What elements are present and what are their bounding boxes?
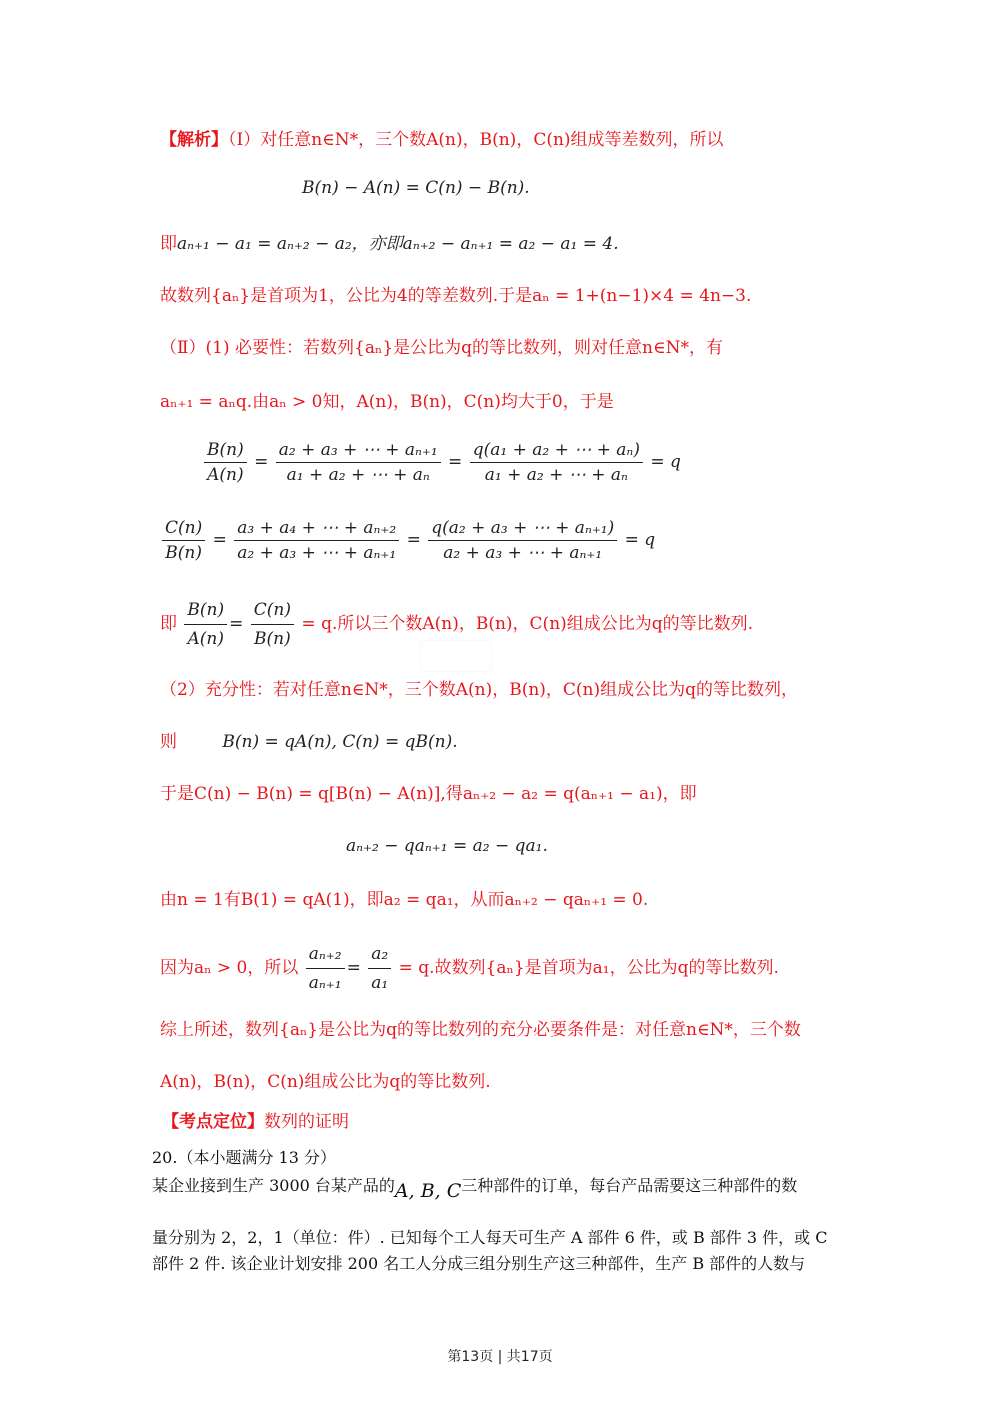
- line-15-frac-2-den: a₁: [371, 973, 389, 993]
- frac1-result: = q: [650, 452, 681, 472]
- line-3-math: aₙ₊₁ − a₁ = aₙ₊₂ − a₂，亦即aₙ₊₂ − aₙ₊₁ = a₂ − a₁ = 4.: [177, 234, 619, 254]
- line-4: 故数列{aₙ}是首项为1，公比为4的等差数列.于是aₙ = 1+(n−1)×4 = 4n−3.: [160, 286, 752, 306]
- frac2-lhs-num: C(n): [162, 518, 205, 541]
- frac2-right-num: q(a₂ + a₃ + ⋯ + aₙ₊₁): [428, 518, 617, 541]
- question-20-line-1-a: 某企业接到生产 3000 台某产品的: [152, 1176, 395, 1195]
- question-20-heading: 20.（本小题满分 13 分）: [152, 1148, 336, 1167]
- line-15: 因为aₙ > 0，所以 $\frac{\text{aₙ₊₂}}{\text{aₙ₊₁}}$ = $\frac{\text{a₂}}{\text{a₁}}$ = q.故数列{aₙ}是首项为a₁，公比为q的等比数列.: [160, 944, 779, 993]
- line-3-prefix: 即: [160, 234, 177, 254]
- line-15-frac-1-den: aₙ₊₁: [308, 973, 342, 993]
- equation-1: B(n) − A(n) = C(n) − B(n).: [302, 178, 530, 198]
- line-15-frac-2-num: a₂: [368, 942, 391, 969]
- frac2-mid-den: a₂ + a₃ + ⋯ + aₙ₊₁: [237, 543, 397, 563]
- fraction-equation-2: $\frac{C(n)}{B(n)}$ = $\frac{\text{a₃ + a₄ + ⋯ + aₙ₊₂}}{\text{a₂ + a₃ + ⋯ + aₙ₊₁}}$ = $\frac{\text{q(a₂ + a₃ + ⋯ + aₙ₊₁)}}{\text{a₂ + a₃ + ⋯ + aₙ₊₁}}$ = q: [160, 518, 655, 563]
- equation-13: aₙ₊₂ − qaₙ₊₁ = a₂ − qa₁.: [346, 836, 548, 856]
- frac1-right-den: a₁ + a₂ + ⋯ + aₙ: [484, 465, 628, 485]
- question-20-line-2: 量分别为 2，2，1（单位：件）. 已知每个工人每天可生产 A 部件 6 件，或 B 部件 3 件，或 C: [152, 1228, 828, 1247]
- frac1-mid-num: a₂ + a₃ + ⋯ + aₙ₊₁: [276, 440, 441, 463]
- frac1-mid: [276, 440, 441, 485]
- line-9-frac-2-num: C(n): [251, 598, 294, 625]
- line-15-frac-2: [368, 942, 391, 995]
- line-9-suffix: = q.所以三个数A(n)，B(n)，C(n)组成公比为q的等比数列.: [301, 614, 754, 634]
- line-9-frac-1: [184, 598, 227, 651]
- part1-intro: （Ⅰ）对任意n∈N*，三个数A(n)，B(n)，C(n)组成等差数列，所以: [228, 130, 724, 150]
- line-9: 即 $\frac{B(n)}{A(n)}$ = $\frac{C(n)}{B(n)}$ = q.所以三个数A(n)，B(n)，C(n)组成公比为q的等比数列.: [160, 600, 754, 649]
- question-20-line-1: [152, 1174, 797, 1203]
- line-6: aₙ₊₁ = aₙq.由aₙ > 0知，A(n)，B(n)，C(n)均大于0，于是: [160, 392, 614, 412]
- frac2-result: = q: [624, 530, 656, 550]
- line-11-math: B(n) = qA(n), C(n) = qB(n).: [222, 732, 458, 752]
- watermark-logo: [420, 640, 492, 672]
- question-20-line-1-b: 三种部件的订单，每台产品需要这三种部件的数: [461, 1176, 798, 1195]
- line-15-frac-1: [306, 942, 345, 995]
- line-11-prefix: 则: [160, 732, 177, 752]
- frac2-mid-num: a₃ + a₄ + ⋯ + aₙ₊₂: [234, 518, 399, 541]
- question-20-line-1-math: A, B, C: [394, 1180, 462, 1202]
- line-9-frac-1-den: A(n): [187, 629, 225, 649]
- frac2-lhs: [162, 518, 205, 563]
- part1-intro-line: [160, 128, 724, 152]
- line-15-frac-1-num: aₙ₊₂: [306, 942, 345, 969]
- fraction-equation-1: $\frac{B(n)}{A(n)}$ = $\frac{\text{a₂ + a₃ + ⋯ + aₙ₊₁}}{\text{a₁ + a₂ + ⋯ + aₙ}}$ = $\frac{\text{q(a₁ + a₂ + ⋯ + aₙ)}}{\text{a₁ + a₂ + ⋯ + aₙ}}$ = q: [202, 440, 681, 485]
- frac2-lhs-den: B(n): [165, 543, 202, 563]
- line-15-suffix: = q.故数列{aₙ}是首项为a₁，公比为q的等比数列.: [398, 958, 779, 978]
- frac2-right: [428, 518, 617, 563]
- question-20-line-3: 部件 2 件. 该企业计划安排 200 名工人分成三组分别生产这三种部件，生产 B 部件的人数与: [152, 1254, 806, 1273]
- line-16: 综上所述，数列{aₙ}是公比为q的等比数列的充分必要条件是：对任意n∈N*，三个数: [160, 1020, 801, 1040]
- line-9-frac-1-num: B(n): [184, 598, 227, 625]
- line-11: [160, 730, 458, 754]
- frac1-right-num: q(a₁ + a₂ + ⋯ + aₙ): [470, 440, 643, 463]
- line-14: 由n = 1有B(1) = qA(1)，即a₂ = qa₁，从而aₙ₊₂ − qaₙ₊₁ = 0.: [160, 890, 649, 910]
- kaodian-line: [162, 1110, 349, 1134]
- line-9-prefix: 即: [160, 614, 177, 634]
- frac1-lhs-den: A(n): [207, 465, 244, 485]
- frac1-lhs-num: B(n): [204, 440, 247, 463]
- line-9-frac-2: [251, 598, 294, 651]
- part2-necessity: （Ⅱ）(1) 必要性：若数列{aₙ}是公比为q的等比数列，则对任意n∈N*，有: [160, 338, 723, 358]
- frac2-mid: [234, 518, 399, 563]
- kaodian-text: 数列的证明: [264, 1112, 349, 1132]
- frac1-lhs: [204, 440, 247, 485]
- frac1-mid-den: a₁ + a₂ + ⋯ + aₙ: [286, 465, 430, 485]
- analysis-tag: 【解析】: [160, 130, 228, 150]
- kaodian-tag: 【考点定位】: [162, 1112, 264, 1132]
- line-15-prefix: 因为aₙ > 0，所以: [160, 958, 299, 978]
- frac2-right-den: a₂ + a₃ + ⋯ + aₙ₊₁: [443, 543, 603, 563]
- line-12: 于是C(n) − B(n) = q[B(n) − A(n)],得aₙ₊₂ − a₂ = q(aₙ₊₁ − a₁)，即: [160, 784, 697, 804]
- frac1-right: [470, 440, 643, 485]
- line-3: [160, 232, 619, 256]
- line-17: A(n)，B(n)，C(n)组成公比为q的等比数列.: [160, 1072, 491, 1092]
- line-9-frac-2-den: B(n): [254, 629, 291, 649]
- page-footer: 第13页 | 共17页: [447, 1349, 553, 1365]
- part2-sufficiency: （2）充分性：若对任意n∈N*，三个数A(n)，B(n)，C(n)组成公比为q的等比数列，: [160, 680, 799, 700]
